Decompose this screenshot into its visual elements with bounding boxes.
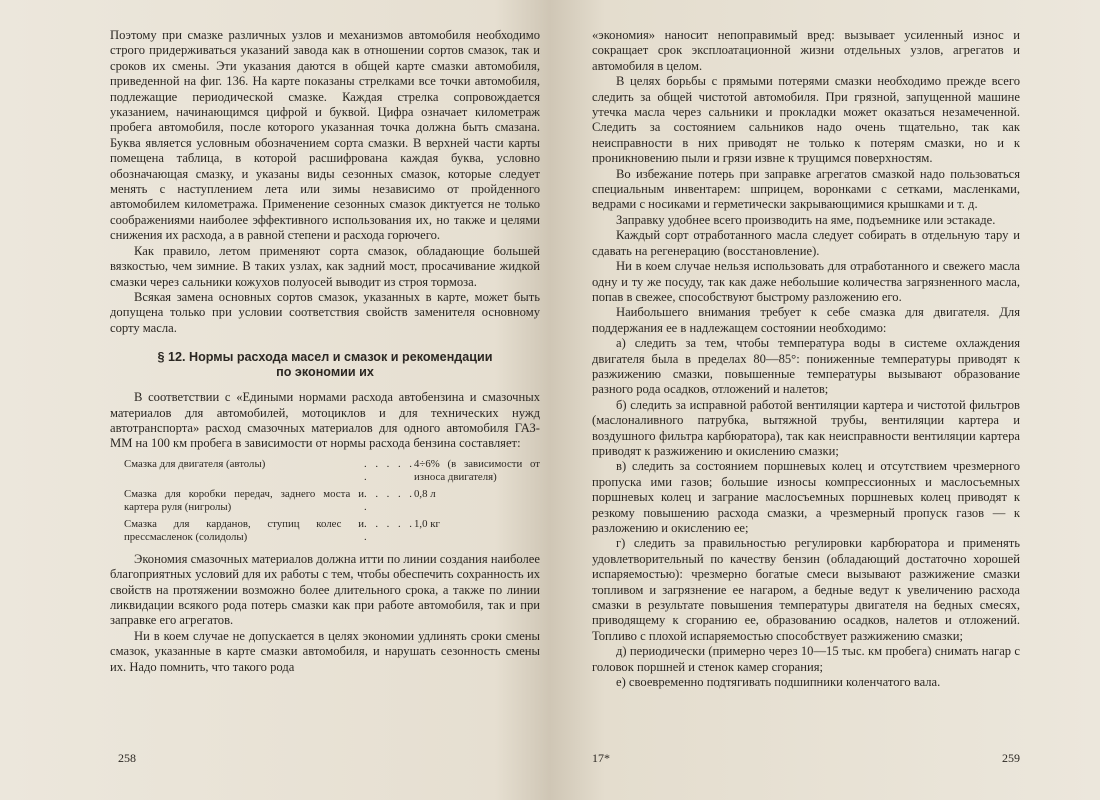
section-heading: § 12. Нормы расхода масел и смазок и рекомендации по экономии их xyxy=(157,350,493,380)
paragraph: е) своевременно подтягивать подшипники коленчатого вала. xyxy=(616,675,941,690)
paragraph: г) следить за правильностью регулировки карбюратора и применять удовлетворительный по качеству бензин (обладающий достаточно хорошей испаряемостью): чрезмерно богатые смеси вызывают разжижение смазки топливом и загрязнение ее нагаром, а бедные ведут к увеличению расхода смазки в результате повышения температуры двигателя на бедных смесях, приводящему к сгоранию ее, образованию осадков, налетов и отложений. Топливо с плохой испаряемостью способствует разжижению смазки; xyxy=(592,536,1020,643)
norm-leader: . . . . . . xyxy=(364,457,414,483)
signature-mark: 17* xyxy=(592,750,610,765)
page-number: 258 xyxy=(118,750,136,765)
paragraph: Заправку удобнее всего производить на яме, подъемнике или эстакаде. xyxy=(616,212,996,227)
paragraph: д) периодически (примерно через 10—15 тыс. км пробега) снимать нагар с головок поршней и стенок камер сгорания; xyxy=(592,644,1020,674)
paragraph: Ни в коем случае нельзя использовать для отработанного и свежего масла одну и ту же посуду, так как даже небольшие количества загрязненного масла, попав в свежее, способствуют быстрому разложению его. xyxy=(592,259,1020,304)
norm-label: Смазка для карданов, ступиц колес и прессмасленок (солидолы) xyxy=(124,517,364,543)
norm-row xyxy=(110,488,540,514)
norm-label: Смазка для двигателя (автолы) xyxy=(124,457,266,470)
left-page xyxy=(110,28,540,768)
norm-value: 4÷6% (в зависимости от износа двигателя) xyxy=(414,457,540,483)
paragraph: «экономия» наносит непоправимый вред: вызывает усиленный износ и сокращает срок эксплоатационной жизни отдельных узлов, агрегатов и автомобиля в целом. xyxy=(592,28,1020,73)
page-number: 259 xyxy=(1002,750,1020,765)
paragraph: Во избежание потерь при заправке агрегатов смазкой надо пользоваться специальным инвентарем: шприцем, воронками с сетками, масленками, ведрами с носиками и герметически закрывающимися крышками и т. д. xyxy=(592,166,1020,212)
paragraph: В соответствии с «Едиными нормами расхода автобензина и смазочных материалов для автомобилей, мотоциклов и для технических нужд автотранспорта» расход смазочных материалов для одного автомобиля ГАЗ-ММ на 100 км пробега в зависимости от нормы расхода бензина составляет: xyxy=(110,390,540,451)
norms-table xyxy=(110,458,540,544)
paragraph: в) следить за состоянием поршневых колец и отсутствием чрезмерного пропуска ими газов; большие износы компрессионных и маслосъемных поршневых колец и заграние маслосъемных поршневых колец приводят к резкому повышению расхода смазки, а чрезмерный пропуск газов — к разложению и окислению ее; xyxy=(592,459,1020,535)
paragraph: В целях борьбы с прямыми потерями смазки необходимо прежде всего следить за общей чистотой автомобиля. При грязной, запущенной машине утечка масла через сальники и прокладки может оказаться незамеченной. Следить за состоянием сальников надо очень тщательно, так как неисправности в них приводят не только к потерям смазки, но и к проникновению пыли и грязи извне к трущимся поверхностям. xyxy=(592,74,1020,166)
paragraph: б) следить за исправной работой вентиляции картера и чистотой фильтров (маслоналивного патрубка, вытяжной трубы, вентиляции картера и воздушного фильтра карбюратора), так как неисправности вентиляции картера приводят к разжижению и окислению смазки; xyxy=(592,397,1020,458)
paragraph: а) следить за тем, чтобы температура воды в системе охлаждения двигателя была в пределах 80—85°: пониженные температуры приводят к разжижению смазки, повышенные температуры вызывают образование разного рода осадков, отложений и налетов; xyxy=(592,336,1020,397)
norm-value: 1,0 кг xyxy=(414,517,440,530)
norm-value: 0,8 л xyxy=(414,487,436,500)
paragraph: Каждый сорт отработанного масла следует собирать в отдельную тару и сдавать на регенерацию (восстановление). xyxy=(592,228,1020,258)
paragraph: Наибольшего внимания требует к себе смазка для двигателя. Для поддержания ее в надлежащем состоянии необходимо: xyxy=(592,305,1020,335)
norm-row xyxy=(110,518,540,544)
paragraph: Как правило, летом применяют сорта смазок, обладающие большей вязкостью, чем зимние. В таких узлах, как задний мост, просачивание жидкой смазки через сальники кожухов полуосей выводит из строя тормоза. xyxy=(110,243,540,289)
paragraph: Всякая замена основных сортов смазок, указанных в карте, может быть допущена только при условии соответствия свойств заменителя основному сорту масла. xyxy=(110,289,540,335)
norm-leader: . . . . . . xyxy=(364,487,414,513)
paragraph: Поэтому при смазке различных узлов и механизмов автомобиля необходимо строго придерживаться указаний завода как в отношении сортов смазок, так и сроков их смены. Эти указания даются в общей карте смазки автомобиля, приведенной на фиг. 136. На карте показаны стрелками все точки автомобиля, подлежащие периодической смазке. Каждая стрелка сопровождается указанием, начинающимся цифрой и буквой. Цифра означает километраж пробега автомобиля, после которого указанная точка должна быть смазана. Буква является условным обозначением сорта смазки. В верхней части карты помещена таблица, в которой расшифрована каждая буква, условно обозначающая смазку, и указаны виды сезонных смазок, которые следует менять с наступлением лета или зимы независимо от пройденного автомобилем километража. Применение сезонных смазок диктуется не только соображениями наиболее эффективного использования их, но также и целями снижения их расхода, а в равной степени и расхода горючего. xyxy=(110,28,540,243)
norm-label: Смазка для коробки передач, заднего моста и картера руля (нигролы) xyxy=(124,487,364,513)
right-page xyxy=(592,28,1020,768)
norm-leader: . . . . . . xyxy=(364,517,414,543)
paragraph: Ни в коем случае не допускается в целях экономии удлинять сроки смены смазок, указанные в карте смазки автомобиля, и нарушать сезонность смены их. Надо помнить, что такого рода xyxy=(110,628,540,674)
norm-row xyxy=(110,458,540,484)
paragraph: Экономия смазочных материалов должна итти по линии создания наиболее благоприятных условий для их работы с тем, чтобы обеспечить сохранность их свойств на протяжении возможно более длительного срока, а также по линии ликвидации всякого рода потерь смазки как при работе автомобиля, так и при заправке его агрегатов. xyxy=(110,551,540,628)
